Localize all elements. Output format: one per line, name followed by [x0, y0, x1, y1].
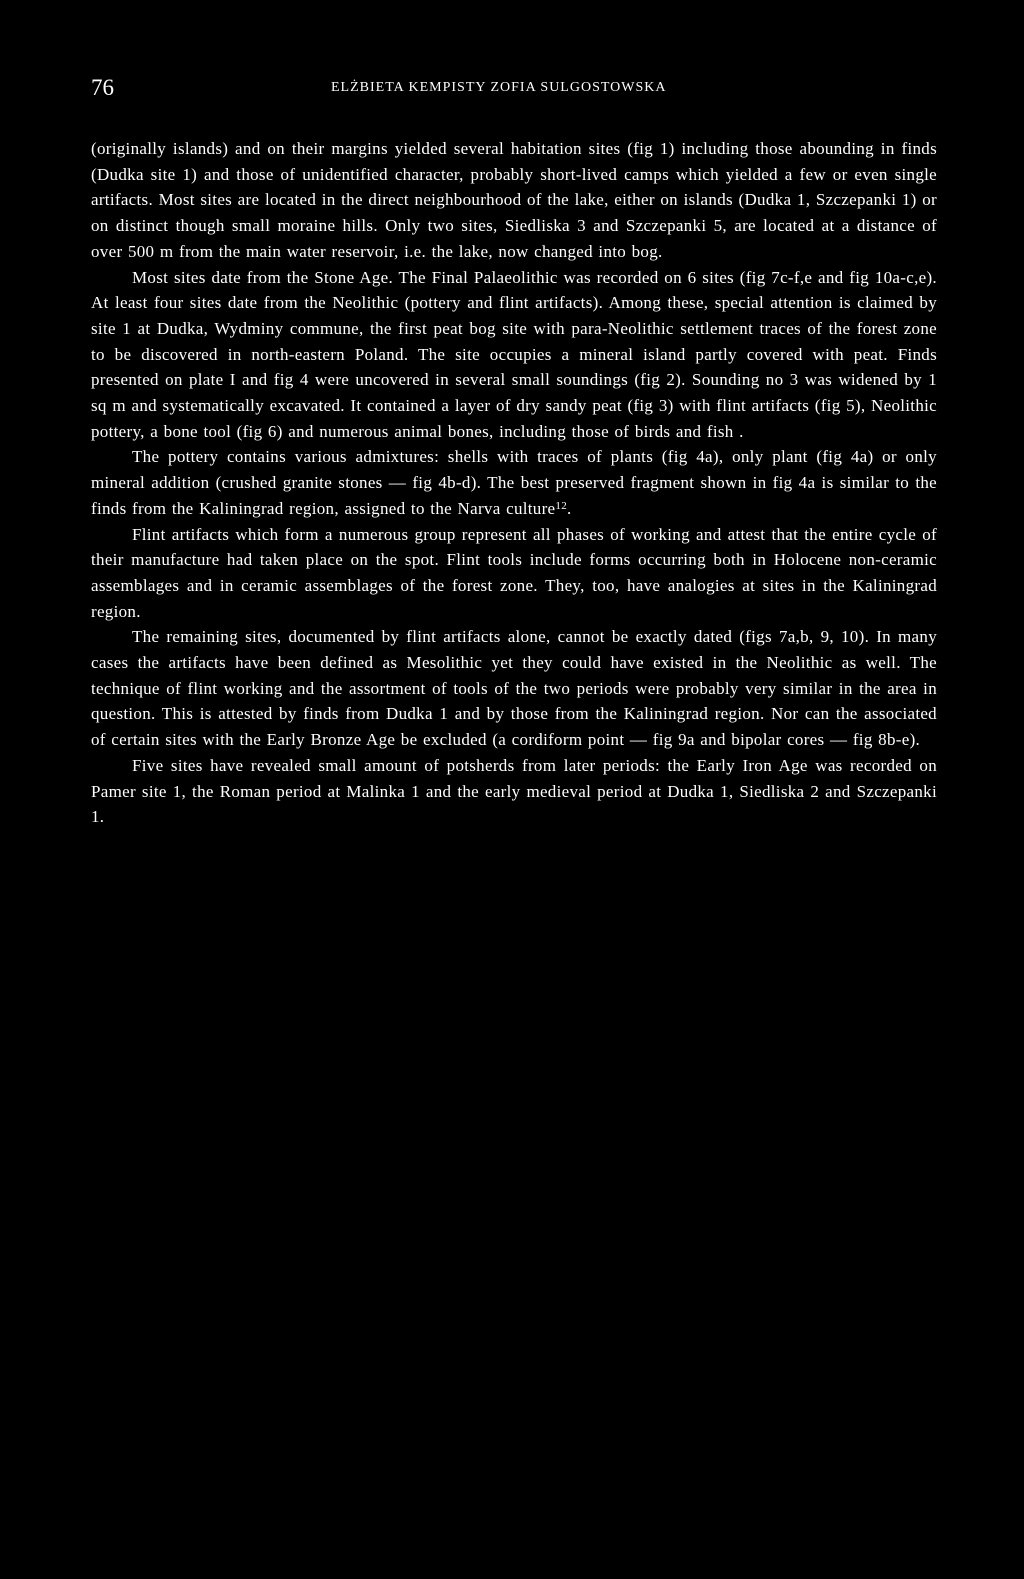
paragraph-1: (originally islands) and on their margins yielded several habitation sites (fig 1) including those abounding in finds (Dudka site 1) and those of unidentified character, probably short-lived camps which yielded a few or even single artifacts. Most sites are located in the direct neighbourhood of the lake, either on islands (Dudka 1, Szczepanki 1) or on distinct though small moraine hills. Only two sites, Siedliska 3 and Szczepanki 5, are located at a distance of over 500 m from the main water reservoir, i.e. the lake, now changed into bog.: [91, 139, 937, 261]
paragraph-3: [91, 444, 937, 521]
paragraph-6: Five sites have revealed small amount of potsherds from later periods: the Early Iron Age was recorded on Pamer site 1, the Roman period at Malinka 1 and the early medieval period at Dudka 1, Siedliska 2 and Szczepanki 1.: [91, 755, 937, 827]
paragraph-3-tail: .: [567, 498, 572, 518]
paragraph-4: Flint artifacts which form a numerous group represent all phases of working and attest that the entire cycle of their manufacture had taken place on the spot. Flint tools include forms occurring both in Holocene non-ceramic assemblages and in ceramic assemblages of the forest zone. They, too, have analogies at sites in the Kaliningrad region.: [91, 524, 937, 621]
body-text: [91, 136, 937, 830]
footnote-reference: 12: [555, 499, 568, 512]
paragraph-5: The remaining sites, documented by flint artifacts alone, cannot be exactly dated (figs 7a,b, 9, 10). In many cases the artifacts have been defined as Mesolithic yet they could have existed in the Neolithic as well. The technique of flint working and the assortment of tools of the two periods were probably very similar in the area in question. This is attested by finds from Dudka 1 and by those from the Kaliningrad region. Nor can the associated of certain sites with the Early Bronze Age be excluded (a cordiform point — fig 9a and bipolar cores — fig 8b-e).: [91, 627, 937, 750]
running-head: [91, 74, 937, 102]
paragraph-3-text: The pottery contains various admixtures: shells with traces of plants (fig 4a), only plant (fig 4a) or only mineral addition (crushed granite stones — fig 4b-d). The best preserved fragment shown in fig 4a is similar to the finds from the Kaliningrad region, assigned to the Narva culture: [91, 447, 937, 518]
page-number: 76: [91, 75, 114, 100]
running-head-authors: ELŻBIETA KEMPISTY ZOFIA SULGOSTOWSKA: [331, 80, 667, 95]
paragraph-2: Most sites date from the Stone Age. The Final Palaeolithic was recorded on 6 sites (fig 7c-f,e and fig 10a-c,e). At least four sites date from the Neolithic (pottery and flint artifacts). Among these, special attention is claimed by site 1 at Dudka, Wydminy commune, the first peat bog site with para-Neolithic settlement traces of the forest zone to be discovered in north-eastern Poland. The site occupies a mineral island partly covered with peat. Finds presented on plate I and fig 4 were uncovered in several small soundings (fig 2). Sounding no 3 was widened by 1 sq m and systematically excavated. It contained a layer of dry sandy peat (fig 3) with flint artifacts (fig 5), Neolithic pottery, a bone tool (fig 6) and numerous animal bones, including those of birds and fish .: [91, 267, 937, 441]
